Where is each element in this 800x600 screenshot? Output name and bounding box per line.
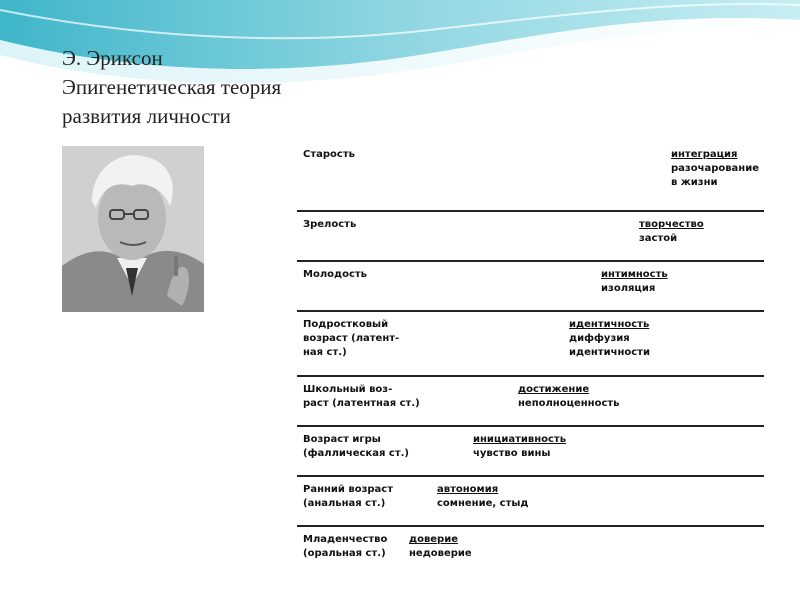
title-line-3: развития личности <box>62 104 231 128</box>
stage-name: Ранний возраст (анальная ст.) <box>303 484 394 509</box>
negative-quality: разочарование в жизни <box>671 163 760 188</box>
stage-row <box>297 527 764 578</box>
negative-quality: изоляция <box>601 283 656 294</box>
stage-row <box>297 262 764 312</box>
stage-crisis <box>473 433 566 461</box>
positive-quality: идентичность <box>569 319 650 330</box>
negative-quality: недоверие <box>409 548 472 559</box>
negative-quality: чувство вины <box>473 448 551 459</box>
stage-name: Зрелость <box>303 219 357 230</box>
positive-quality: интеграция <box>671 149 738 160</box>
slide-title <box>62 44 281 131</box>
stage-name: Подростковый возраст (латент- ная ст.) <box>303 319 400 358</box>
stage-name: Молодость <box>303 269 368 280</box>
stage-crisis <box>437 483 528 511</box>
positive-quality: автономия <box>437 484 499 495</box>
negative-quality: диффузия идентичности <box>569 333 650 358</box>
positive-quality: достижение <box>518 384 590 395</box>
stage-crisis <box>518 383 620 411</box>
stage-crisis <box>671 148 759 190</box>
positive-quality: интимность <box>601 269 668 280</box>
title-author: Э. Эриксон <box>62 46 163 70</box>
negative-quality: застой <box>639 233 678 244</box>
stage-name: Старость <box>303 149 355 160</box>
negative-quality: неполноценность <box>518 398 620 409</box>
positive-quality: доверие <box>409 534 459 545</box>
stage-crisis <box>639 218 704 246</box>
stage-row <box>297 212 764 262</box>
negative-quality: сомнение, стыд <box>437 498 529 509</box>
stage-crisis <box>409 533 472 561</box>
erikson-portrait-photo <box>62 146 204 312</box>
stages-table <box>297 142 764 578</box>
positive-quality: творчество <box>639 219 704 230</box>
stage-name: Младенчество (оральная ст.) <box>303 534 388 559</box>
positive-quality: инициативность <box>473 434 567 445</box>
stage-row <box>297 427 764 477</box>
stage-row <box>297 477 764 527</box>
stage-row <box>297 142 764 212</box>
stage-crisis <box>569 318 650 360</box>
stage-row <box>297 377 764 427</box>
stage-name: Школьный воз- раст (латентная ст.) <box>303 384 420 409</box>
stage-crisis <box>601 268 668 296</box>
stage-row <box>297 312 764 377</box>
title-line-2: Эпигенетическая теория <box>62 75 282 99</box>
stage-name: Возраст игры (фаллическая ст.) <box>303 434 410 459</box>
